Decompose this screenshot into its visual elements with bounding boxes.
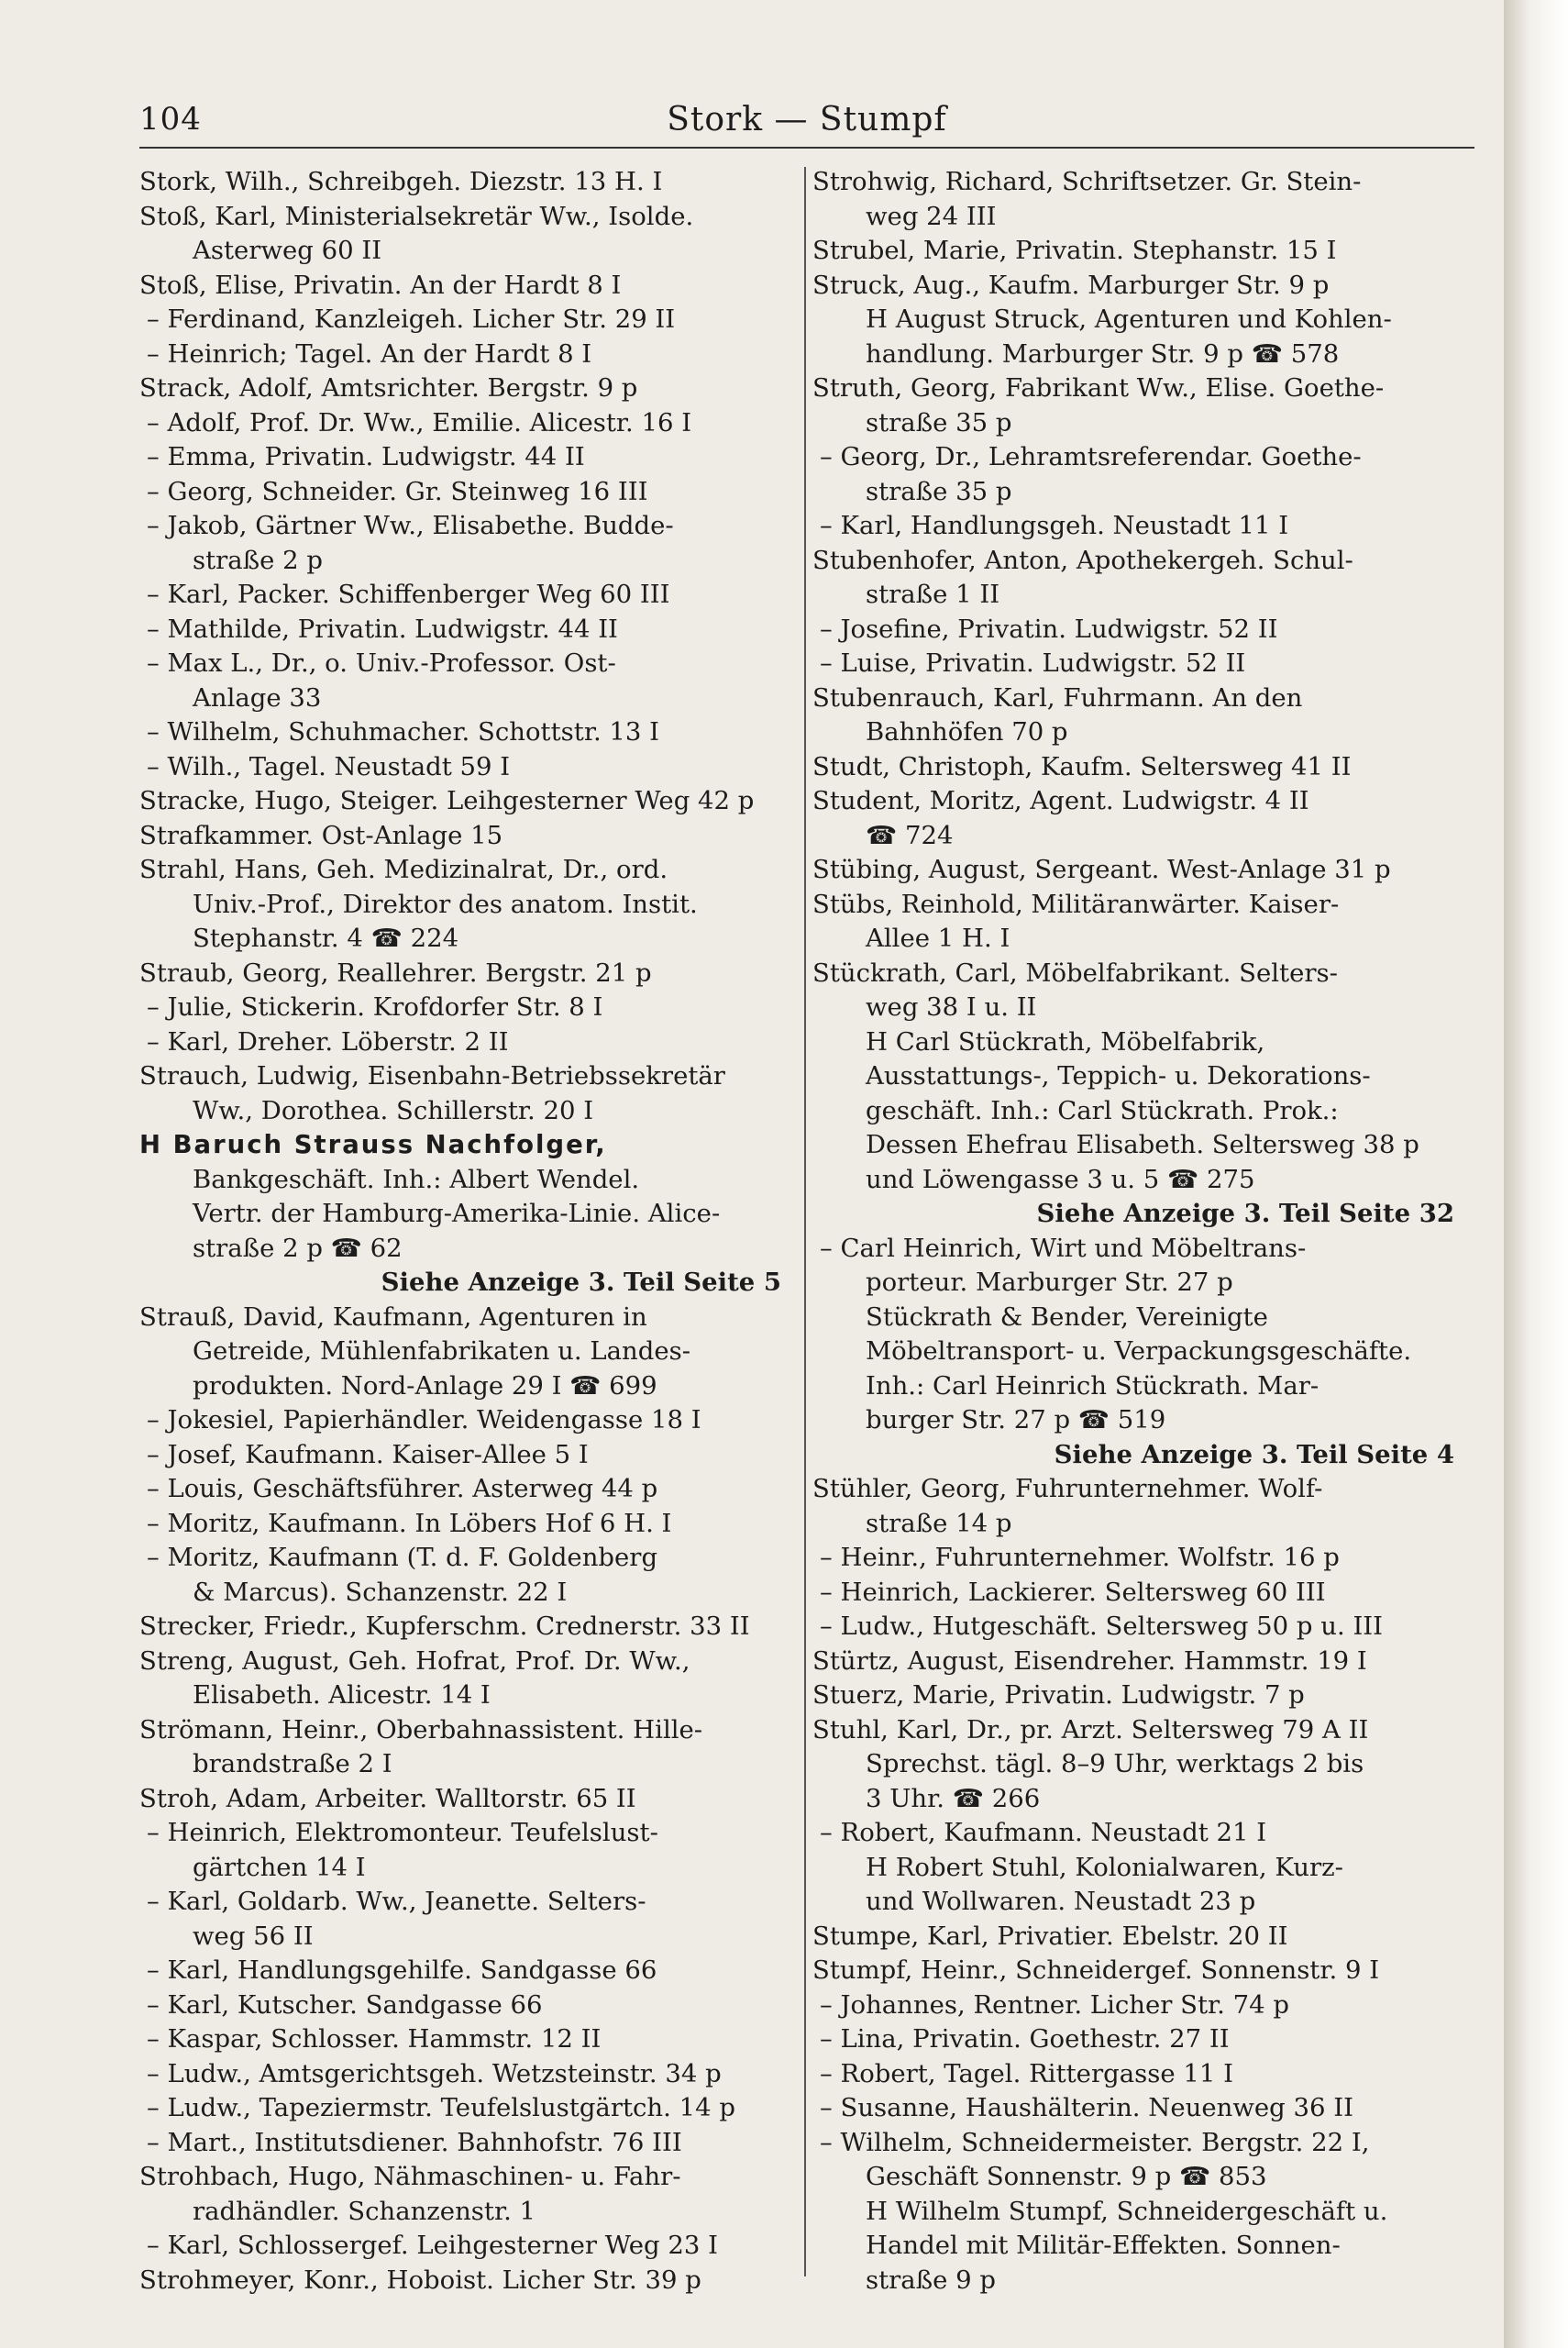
directory-entry-line: straße 9 p [866,2265,996,2295]
directory-entry-line: H Carl Stückrath, Möbelfabrik, [866,1026,1265,1057]
directory-entry-line: – Josefine, Privatin. Ludwigstr. 52 II [820,614,1278,644]
directory-entry-line: Strahl, Hans, Geh. Medizinalrat, Dr., ord. [139,855,668,884]
directory-entry-line: Bankgeschäft. Inh.: Albert Wendel. [193,1164,640,1194]
directory-entry-line: Anlage 33 [193,682,322,713]
directory-entry-line: porteur. Marburger Str. 27 p [866,1268,1233,1297]
directory-entry-line: Straub, Georg, Reallehrer. Bergstr. 21 p [139,958,652,988]
directory-entry-line: – Karl, Kutscher. Sandgasse 66 [147,1989,543,2020]
directory-entry-line: straße 35 p [866,476,1012,506]
directory-entry-line: Stückrath & Bender, Vereinigte [866,1301,1268,1332]
directory-entry-line: – Johannes, Rentner. Licher Str. 74 p [820,1989,1289,2020]
page-edge [1504,0,1568,2348]
directory-entry-line: Vertr. der Hamburg-Amerika-Linie. Alice- [193,1199,721,1228]
directory-entry-line: – Karl, Packer. Schiffenberger Weg 60 III [147,580,670,609]
directory-entry-line: Siehe Anzeige 3. Teil Seite 5 [381,1268,781,1297]
directory-entry-line: – Heinr., Fuhrunternehmer. Wolfstr. 16 p [820,1543,1340,1572]
directory-entry-line: – Jokesiel, Papierhändler. Weidengasse 18 I [147,1405,701,1434]
directory-entry-line: Strafkammer. Ost-Anlage 15 [139,820,503,850]
directory-entry-line: – Ferdinand, Kanzleigeh. Licher Str. 29 II [147,305,676,334]
directory-entry-line: – Ludw., Tapeziermstr. Teufelslustgärtch. 14 p [147,2093,735,2122]
directory-entry-line: Strauß, David, Kaufmann, Agenturen in [139,1301,647,1332]
directory-entry-line: Bahnhöfen 70 p [866,717,1068,747]
directory-entry-line: produkten. Nord-Anlage 29 I ☎ 699 [193,1370,657,1401]
directory-entry-line: Strack, Adolf, Amtsrichter. Bergstr. 9 p [139,373,638,403]
directory-entry-line: – Louis, Geschäftsführer. Asterweg 44 p [147,1474,658,1503]
directory-entry-line: – Heinrich; Tagel. An der Hardt 8 I [147,338,592,369]
directory-entry-line: Stoß, Elise, Privatin. An der Hardt 8 I [139,270,622,300]
directory-entry-line: Stürtz, August, Eisendreher. Hammstr. 19 I [812,1645,1367,1676]
directory-entry-line: – Georg, Schneider. Gr. Steinweg 16 III [147,476,648,506]
directory-entry-line: Geschäft Sonnenstr. 9 p ☎ 853 [866,2162,1267,2191]
directory-entry-line: Inh.: Carl Heinrich Stückrath. Mar- [866,1370,1320,1401]
directory-entry-line: Univ.-Prof., Direktor des anatom. Instit. [193,889,698,919]
directory-entry-line: und Löwengasse 3 u. 5 ☎ 275 [866,1164,1255,1194]
directory-entry-line: Getreide, Mühlenfabrikaten u. Landes- [193,1336,691,1366]
directory-entry-line: Stuhl, Karl, Dr., pr. Arzt. Seltersweg 79 A II [812,1714,1369,1744]
directory-entry-line: Student, Moritz, Agent. Ludwigstr. 4 II [812,786,1309,815]
directory-entry-line: – Heinrich, Lackierer. Seltersweg 60 III [820,1577,1326,1607]
directory-entry-line: Stübing, August, Sergeant. West-Anlage 31 p [812,855,1391,884]
directory-entry-line: H Robert Stuhl, Kolonialwaren, Kurz- [866,1852,1343,1882]
directory-entry-line: Handel mit Militär-Effekten. Sonnen- [866,2231,1341,2260]
directory-entry-line: – Wilhelm, Schuhmacher. Schottstr. 13 I [147,717,660,747]
directory-entry-line: weg 56 II [193,1921,314,1951]
directory-entry-line: Stumpf, Heinr., Schneidergef. Sonnenstr. 9 I [812,1955,1380,1985]
directory-entry-line: H Baruch Strauss Nachfolger, [139,1130,607,1159]
directory-entry-line: – Ludw., Amtsgerichtsgeh. Wetzsteinstr. 34 p [147,2058,722,2088]
directory-entry-line: Stühler, Georg, Fuhrunternehmer. Wolf- [812,1474,1323,1503]
directory-entry-line: H Wilhelm Stumpf, Schneidergeschäft u. [866,2196,1388,2226]
directory-entry-line: straße 35 p [866,407,1012,437]
directory-entry-line: – Robert, Kaufmann. Neustadt 21 I [820,1818,1267,1847]
directory-entry-line: Strubel, Marie, Privatin. Stephanstr. 15 I [812,236,1337,265]
directory-entry-line: Streng, August, Geh. Hofrat, Prof. Dr. Ww., [139,1645,690,1676]
directory-entry-line: Stubenrauch, Karl, Fuhrmann. An den [812,682,1303,713]
page-header [139,101,1474,147]
directory-entry-line: handlung. Marburger Str. 9 p ☎ 578 [866,338,1340,369]
directory-entry-line: Stracke, Hugo, Steiger. Leihgesterner Weg 42 p [139,786,755,815]
directory-entry-line: straße 2 p [193,545,323,575]
directory-entry-line: Allee 1 H. I [866,924,1010,953]
directory-entry-line: ☎ 724 [866,820,954,850]
directory-entry-line: geschäft. Inh.: Carl Stückrath. Prok.: [866,1095,1339,1125]
right-column [812,165,1454,2298]
directory-entry-line: – Karl, Handlungsgehilfe. Sandgasse 66 [147,1955,657,1985]
directory-entry-line: – Lina, Privatin. Goethestr. 27 II [820,2024,1230,2054]
directory-entry-line: – Julie, Stickerin. Krofdorfer Str. 8 I [147,992,603,1022]
directory-entry-line: weg 24 III [866,201,997,231]
directory-entry-line: – Wilhelm, Schneidermeister. Bergstr. 22 I, [820,2127,1370,2157]
directory-entry-line: Dessen Ehefrau Elisabeth. Seltersweg 38 p [866,1130,1419,1159]
directory-entry-line: Stübs, Reinhold, Militäranwärter. Kaiser- [812,889,1340,919]
directory-entry-line: Stumpe, Karl, Privatier. Ebelstr. 20 II [812,1921,1288,1951]
directory-entry-line: Stoß, Karl, Ministerialsekretär Ww., Isolde. [139,201,694,231]
directory-entry-line: Siehe Anzeige 3. Teil Seite 4 [1054,1439,1454,1469]
directory-entry-line: Elisabeth. Alicestr. 14 I [193,1680,491,1710]
directory-entry-line: Strohmeyer, Konr., Hoboist. Licher Str. 39 p [139,2265,701,2295]
directory-entry-line: straße 1 II [866,580,1000,609]
column-divider [804,167,806,2276]
directory-entry-line: Stubenhofer, Anton, Apothekergeh. Schul- [812,545,1353,575]
directory-entry-line: – Luise, Privatin. Ludwigstr. 52 II [820,648,1246,678]
directory-entry-line: – Mathilde, Privatin. Ludwigstr. 44 II [147,614,618,644]
directory-entry-line: – Georg, Dr., Lehramtsreferendar. Goethe- [820,442,1362,471]
directory-entry-line: – Kaspar, Schlosser. Hammstr. 12 II [147,2024,602,2054]
directory-entry-line: – Susanne, Haushälterin. Neuenweg 36 II [820,2093,1353,2122]
directory-entry-line: – Karl, Dreher. Löberstr. 2 II [147,1026,509,1057]
directory-entry-line: – Ludw., Hutgeschäft. Seltersweg 50 p u. III [820,1611,1384,1641]
directory-entry-line: – Moritz, Kaufmann. In Löbers Hof 6 H. I [147,1508,672,1538]
directory-entry-line: Stephanstr. 4 ☎ 224 [193,924,459,953]
directory-entry-line: Siehe Anzeige 3. Teil Seite 32 [1036,1199,1454,1228]
left-column [139,165,781,2298]
directory-entry-line: Struth, Georg, Fabrikant Ww., Elise. Goethe- [812,373,1385,403]
directory-entry-line: straße 14 p [866,1508,1012,1538]
directory-entry-line: Ausstattungs-, Teppich- u. Dekorations- [866,1061,1371,1091]
directory-entry-line: Strauch, Ludwig, Eisenbahn-Betriebssekretär [139,1061,725,1091]
directory-entry-line: Studt, Christoph, Kaufm. Seltersweg 41 II [812,751,1352,781]
directory-entry-line: Sprechst. tägl. 8–9 Uhr, werktags 2 bis [866,1749,1364,1778]
directory-entry-line: radhändler. Schanzenstr. 1 [193,2196,536,2226]
directory-entry-line: – Wilh., Tagel. Neustadt 59 I [147,751,511,781]
directory-entry-line: – Emma, Privatin. Ludwigstr. 44 II [147,442,585,471]
directory-entry-line: – Carl Heinrich, Wirt und Möbeltrans- [820,1233,1307,1263]
directory-entry-line: Strohbach, Hugo, Nähmaschinen- u. Fahr- [139,2162,681,2191]
directory-entry-line: burger Str. 27 p ☎ 519 [866,1405,1166,1434]
directory-entry-line: Asterweg 60 II [193,236,382,265]
directory-entry-line: straße 2 p ☎ 62 [193,1233,403,1263]
directory-entry-line: gärtchen 14 I [193,1852,366,1882]
directory-entry-line: 3 Uhr. ☎ 266 [866,1783,1041,1813]
directory-entry-line: – Jakob, Gärtner Ww., Elisabethe. Budde- [147,511,674,540]
directory-entry-line: Stork, Wilh., Schreibgeh. Diezstr. 13 H. I [139,167,663,196]
directory-entry-line: Strohwig, Richard, Schriftsetzer. Gr. Stein- [812,167,1362,196]
directory-entry-line: weg 38 I u. II [866,992,1037,1022]
directory-entry-line: – Karl, Schlossergef. Leihgesterner Weg 23 I [147,2231,718,2260]
directory-entry-line: – Karl, Handlungsgeh. Neustadt 11 I [820,511,1289,540]
directory-entry-line: und Wollwaren. Neustadt 23 p [866,1887,1256,1916]
directory-entry-line: H August Struck, Agenturen und Kohlen- [866,305,1392,334]
directory-entry-line: – Max L., Dr., o. Univ.-Professor. Ost- [147,648,616,678]
header-rule [139,147,1474,149]
directory-entry-line: Stroh, Adam, Arbeiter. Walltorstr. 65 II [139,1783,636,1813]
directory-entry-line: – Mart., Institutsdiener. Bahnhofstr. 76 III [147,2127,682,2157]
directory-entry-line: Struck, Aug., Kaufm. Marburger Str. 9 p [812,270,1330,300]
directory-entry-line: Strecker, Friedr., Kupferschm. Crednerstr. 33 II [139,1611,750,1641]
directory-entry-line: brandstraße 2 I [193,1749,392,1778]
directory-entry-line: Stuerz, Marie, Privatin. Ludwigstr. 7 p [812,1680,1305,1710]
directory-entry-line: & Marcus). Schanzenstr. 22 I [193,1577,568,1607]
directory-entry-line: Strömann, Heinr., Oberbahnassistent. Hille- [139,1714,703,1744]
directory-entry-line: – Heinrich, Elektromonteur. Teufelslust- [147,1818,658,1847]
directory-entry-line: – Robert, Tagel. Rittergasse 11 I [820,2058,1233,2088]
directory-entry-line: – Adolf, Prof. Dr. Ww., Emilie. Alicestr. 16 I [147,407,692,437]
running-head: Stork — Stumpf [667,101,947,138]
directory-entry-line: – Moritz, Kaufmann (T. d. F. Goldenberg [147,1543,658,1572]
directory-entry-line: – Karl, Goldarb. Ww., Jeanette. Selters- [147,1887,646,1916]
directory-entry-line: – Josef, Kaufmann. Kaiser-Allee 5 I [147,1439,589,1469]
directory-entry-line: Stückrath, Carl, Möbelfabrikant. Selters- [812,958,1338,988]
directory-entry-line: Ww., Dorothea. Schillerstr. 20 I [193,1095,594,1125]
page-number: 104 [139,101,202,138]
directory-entry-line: Möbeltransport- u. Verpackungsgeschäfte. [866,1336,1412,1366]
